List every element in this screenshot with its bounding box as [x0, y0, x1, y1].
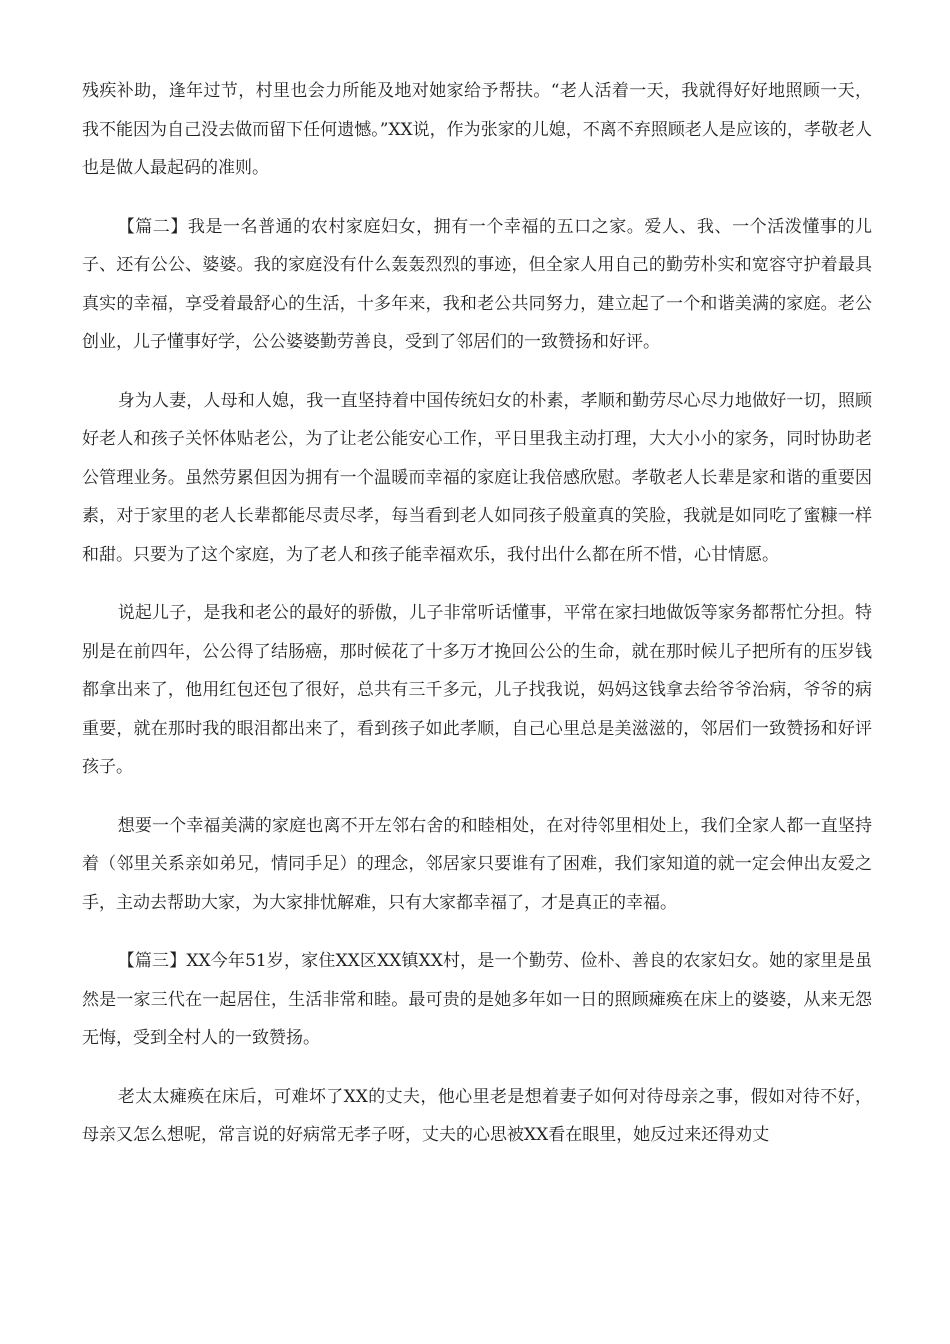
document-body [82, 72, 872, 1175]
paragraph-continuation: 残疾补助，逢年过节，村里也会力所能及地对她家给予帮扶。“老人活着一天，我就得好好地照顾一天，我不能因为自己没去做而留下任何遗憾。”XX说，作为张家的儿媳，不离不弃照顾老人是应该的，孝敬老人也是做人最起码的准则。 [82, 81, 872, 178]
paragraph-mother-in-law: 老太太瘫痪在床后，可难坏了XX的丈夫，他心里老是想着妻子如何对待母亲之事，假如对待不好，母亲又怎么想呢，常言说的好病常无孝子呀，丈夫的心思被XX看在眼里，她反过来还得劝丈 [82, 1086, 872, 1145]
paragraph-wife-mother: 身为人妻，人母和人媳，我一直坚持着中国传统妇女的朴素，孝顺和勤劳尽心尽力地做好一切，照顾好老人和孩子关怀体贴老公，为了让老公能安心工作，平日里我主动打理，大大小小的家务，同时协助老公管理业务。虽然劳累但因为拥有一个温暖而幸福的家庭让我倍感欣慰。孝敬老人长辈是家和谐的重要因素，对于家里的老人长辈都能尽责尽孝，每当看到老人如同孩子般童真的笑脸，我就是如同吃了蜜糠一样和甜。只要为了这个家庭，为了老人和孩子能幸福欢乐，我付出什么都在所不惜，心甘情愿。 [82, 390, 872, 565]
paragraph-part-three-intro: 【篇三】XX今年51岁，家住XX区XX镇XX村，是一个勤劳、俭朴、善良的农家妇女。她的家里是虽然是一家三代在一起居住，生活非常和睦。最可贵的是她多年如一日的照顾瘫痪在床上的婆婆，从来无怨无悔，受到全村人的一致赞扬。 [82, 951, 872, 1048]
paragraph-neighbors: 想要一个幸福美满的家庭也离不开左邻右舍的和睦相处，在对待邻里相处上，我们全家人都一直坚持着（邻里关系亲如弟兄，情同手足）的理念，邻居家只要谁有了困难，我们家知道的就一定会伸出友爱之手，主动去帮助大家，为大家排忧解难，只有大家都幸福了，才是真正的幸福。 [82, 815, 872, 913]
paragraph-son: 说起儿子，是我和老公的最好的骄傲，儿子非常听话懂事，平常在家扫地做饭等家务都帮忙分担。特别是在前四年，公公得了结肠癌，那时候花了十多万才挽回公公的生命，就在那时候儿子把所有的压岁钱都拿出来了，他用红包还包了很好，总共有三千多元，儿子找我说，妈妈这钱拿去给爷爷治病，爷爷的病重要，就在那时我的眼泪都出来了，看到孩子如此孝顺，自己心里总是美滋滋的，邻居们一致赞扬和好评孩子。 [82, 603, 872, 777]
paragraph-part-two-intro: 【篇二】我是一名普通的农村家庭妇女，拥有一个幸福的五口之家。爱人、我、一个活泼懂事的儿子、还有公公、婆婆。我的家庭没有什么轰轰烈烈的事迹，但全家人用自己的勤劳朴实和宽容守护着最具真实的幸福，享受着最舒心的生活，十多年来，我和老公共同努力，建立起了一个和谐美满的家庭。老公创业，儿子懂事好学，公公婆婆勤劳善良，受到了邻居们的一致赞扬和好评。 [82, 216, 872, 352]
